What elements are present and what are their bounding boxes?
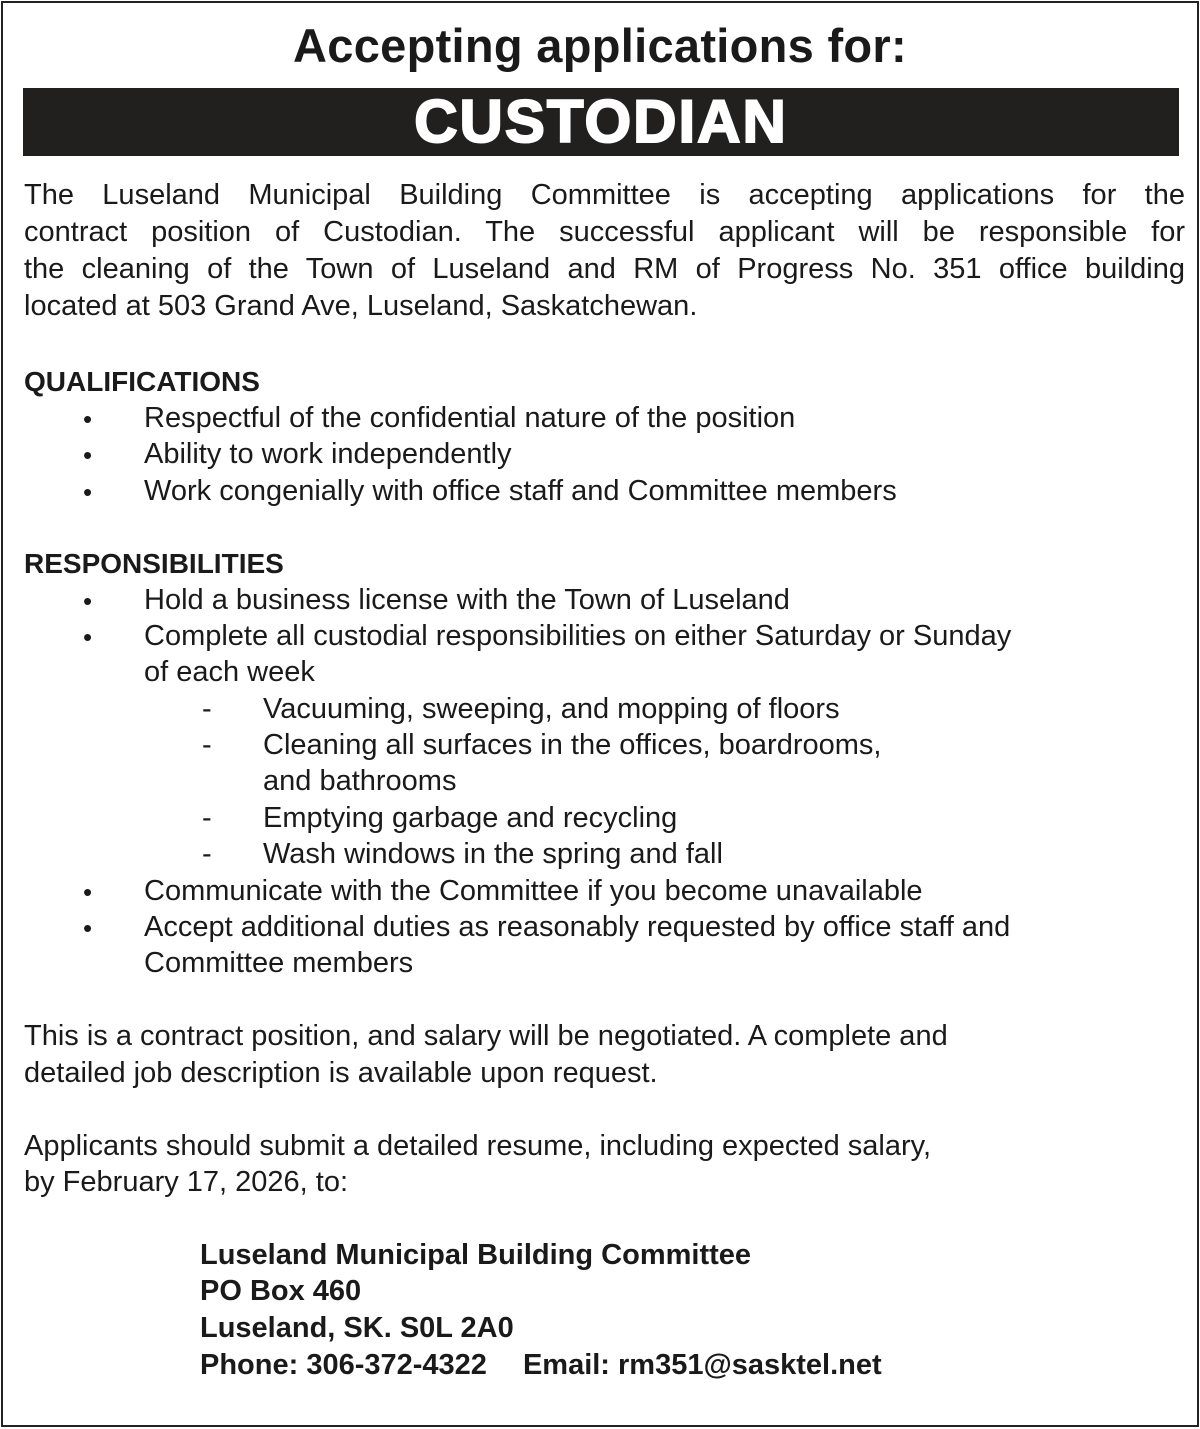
bullet-marker: •: [83, 877, 93, 907]
responsibilities-heading: RESPONSIBILITIES: [24, 548, 284, 579]
phone-number: Phone: 306-372-4322: [200, 1349, 487, 1381]
responsibility-subitem: Wash windows in the spring and fall: [263, 838, 723, 870]
responsibility-item: Complete all custodial responsibilities on either Saturday or Sunday: [144, 620, 1012, 652]
responsibility-subitem-continuation: and bathrooms: [263, 765, 457, 797]
responsibility-item-continuation: of each week: [144, 656, 315, 688]
contract-line: This is a contract position, and salary will be negotiated. A complete and: [24, 1020, 948, 1052]
qualification-item: Respectful of the confidential nature of the position: [144, 402, 796, 434]
intro-line: The Luseland Municipal Building Committee is accepting applications for the: [24, 179, 1185, 211]
intro-line: the cleaning of the Town of Luseland and RM of Progress No. 351 office building: [24, 253, 1185, 285]
dash-marker: -: [202, 729, 212, 761]
dash-marker: -: [202, 693, 212, 725]
contact-line: [200, 1347, 882, 1383]
bullet-marker: •: [83, 440, 93, 470]
email-address[interactable]: Email: rm351@sasktel.net: [522, 1349, 882, 1381]
position-banner: [23, 88, 1179, 156]
bullet-marker: •: [83, 913, 93, 943]
dash-marker: -: [202, 802, 212, 834]
intro-line: contract position of Custodian. The successful applicant will be responsible for: [24, 216, 1185, 248]
qualification-item: Work congenially with office staff and Committee members: [144, 475, 897, 507]
responsibility-item: Hold a business license with the Town of Luseland: [144, 584, 790, 616]
responsibility-item-continuation: Committee members: [144, 947, 414, 979]
address-city: Luseland, SK. S0L 2A0: [200, 1312, 514, 1344]
position-title: CUSTODIAN: [414, 88, 788, 155]
address-name: Luseland Municipal Building Committee: [200, 1239, 752, 1271]
bullet-marker: •: [83, 477, 93, 507]
responsibility-item: Accept additional duties as reasonably requested by office staff and: [144, 911, 1011, 943]
submit-line: Applicants should submit a detailed resume, including expected salary,: [24, 1130, 932, 1162]
responsibility-subitem: Cleaning all surfaces in the offices, boardrooms,: [263, 729, 882, 761]
job-advertisement: [1, 1, 1199, 1427]
responsibility-item: Communicate with the Committee if you become unavailable: [144, 875, 923, 907]
contract-line: detailed job description is available upon request.: [24, 1057, 658, 1089]
submit-line: by February 17, 2026, to:: [24, 1166, 349, 1198]
responsibility-subitem: Emptying garbage and recycling: [263, 802, 678, 834]
qualifications-heading: QUALIFICATIONS: [24, 366, 260, 397]
qualification-item: Ability to work independently: [144, 438, 512, 470]
responsibility-subitem: Vacuuming, sweeping, and mopping of floors: [263, 693, 840, 725]
bullet-marker: •: [83, 404, 93, 434]
intro-line: located at 503 Grand Ave, Luseland, Saskatchewan.: [24, 290, 698, 322]
bullet-marker: •: [83, 586, 93, 616]
page-heading: Accepting applications for:: [293, 19, 907, 72]
address-po-box: PO Box 460: [200, 1275, 362, 1307]
dash-marker: -: [202, 838, 212, 870]
bullet-marker: •: [83, 622, 93, 652]
